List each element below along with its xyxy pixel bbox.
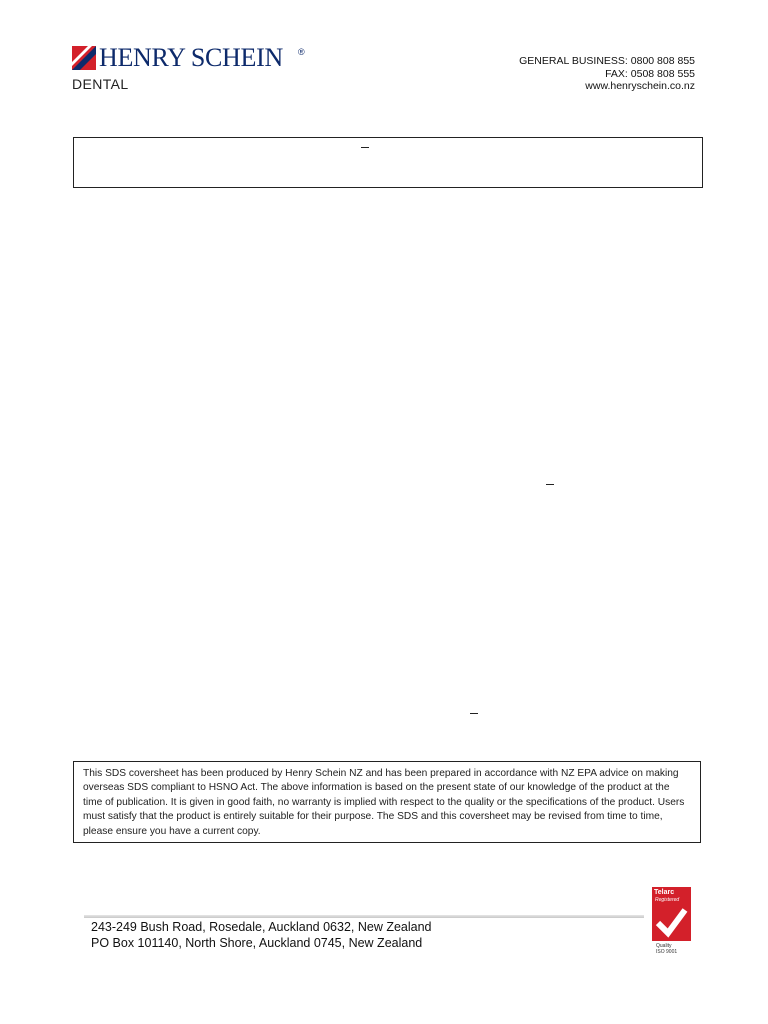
telarc-badge	[652, 887, 692, 955]
phone-line: GENERAL BUSINESS: 0800 808 855	[519, 55, 695, 67]
footer-address	[91, 919, 432, 951]
body-dash	[470, 713, 478, 714]
brand-division: DENTAL	[72, 76, 129, 92]
badge-registered: Registered	[655, 897, 680, 903]
fax-line: FAX: 0508 808 555	[605, 67, 695, 80]
badge-brand: Telarc	[654, 889, 675, 896]
disclaimer-text: This SDS coversheet has been produced by Henry Schein NZ and has been prepared in accordance with NZ EPA advice on making overseas SDS compliant to HSNO Act. The above information is based on the present state of our knowledge of the product at the time of publication. It is given in good faith, no warranty is implied with respect to the quality or the specifications of the product. Users must satisfy that the product is entirely suitable for their purpose. The SDS and this coversheet may be revised from time to time, please ensure you have a current copy.	[83, 768, 685, 837]
contact-block	[519, 55, 695, 93]
title-dash	[361, 147, 369, 148]
checkmark-icon	[654, 905, 689, 939]
product-title-box	[73, 137, 703, 188]
badge-standard: ISO 9001	[656, 949, 678, 955]
address-line-1: 243-249 Bush Road, Rosedale, Auckland 0632, New Zealand	[91, 920, 432, 934]
disclaimer-box	[73, 761, 701, 843]
registered-mark: ®	[298, 47, 305, 57]
address-line-2: PO Box 101140, North Shore, Auckland 0745, New Zealand	[91, 936, 423, 950]
badge-background	[652, 887, 691, 941]
henry-schein-logo	[72, 44, 312, 92]
body-dash	[546, 484, 554, 485]
website-link[interactable]: www.henryschein.co.nz	[585, 80, 695, 92]
brand-name: HENRY SCHEIN	[99, 43, 283, 72]
footer-divider	[84, 915, 644, 918]
badge-quality-label: Quality	[656, 943, 672, 949]
badge-quality	[656, 943, 677, 955]
logo-mark-icon	[72, 46, 96, 70]
